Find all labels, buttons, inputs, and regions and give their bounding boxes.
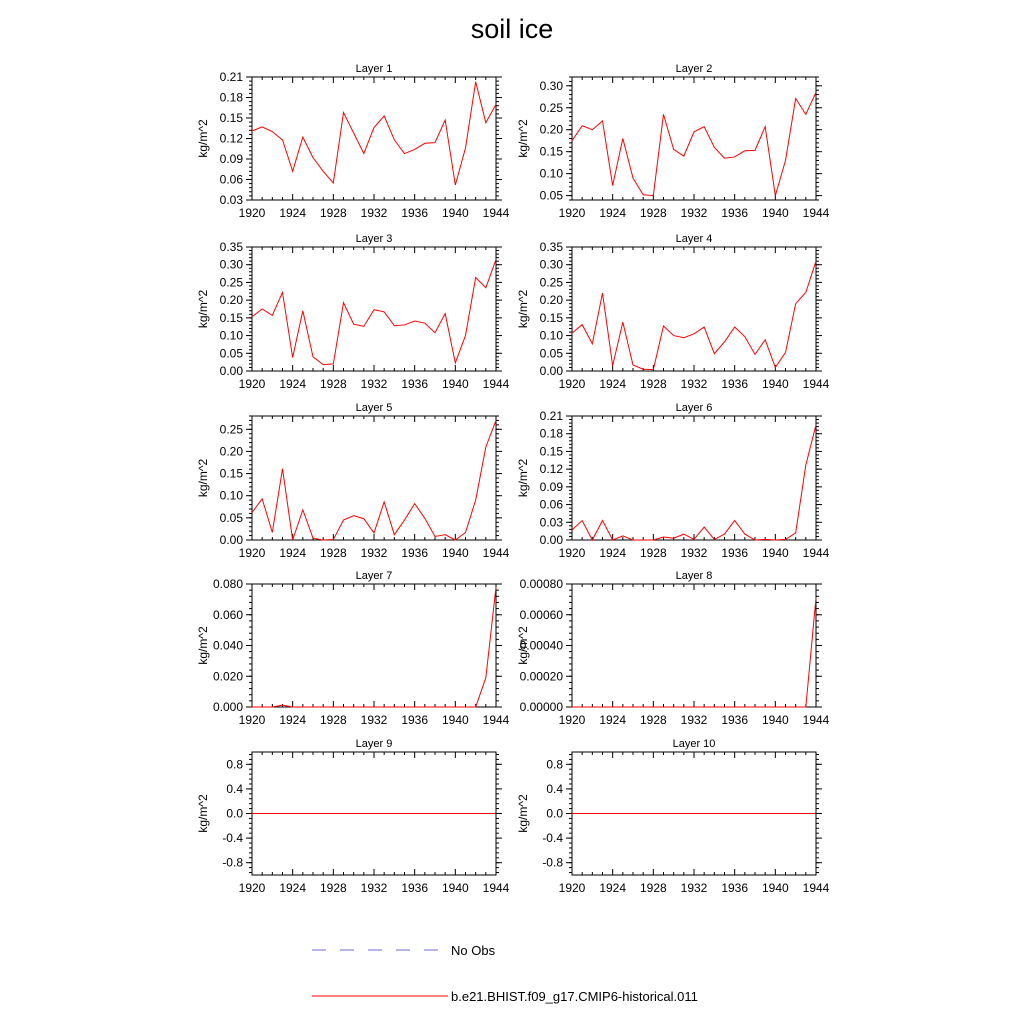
- y-tick-label: 0.35: [219, 240, 243, 254]
- y-tick-label: 0.09: [219, 152, 243, 166]
- x-tick-label: 1940: [761, 713, 789, 727]
- x-tick-label: 1936: [401, 546, 429, 560]
- plot-frame: [252, 77, 496, 200]
- x-tick-label: 1924: [599, 206, 627, 220]
- legend: [312, 943, 698, 1004]
- y-axis-label: kg/m^2: [516, 458, 530, 498]
- x-tick-label: 1928: [319, 206, 347, 220]
- y-tick-label: 0.040: [212, 638, 243, 653]
- x-tick-label: 1932: [680, 206, 708, 220]
- x-tick-label: 1920: [558, 377, 586, 391]
- chart-panel-layer-5: [196, 402, 510, 560]
- figure-title: soil ice: [470, 14, 554, 44]
- series-line: [252, 587, 496, 707]
- x-tick-label: 1944: [482, 881, 510, 895]
- chart-panel-layer-7: [196, 570, 510, 727]
- x-tick-label: 1940: [441, 206, 469, 220]
- y-axis-label: kg/m^2: [516, 626, 530, 665]
- x-tick-label: 1920: [558, 546, 586, 560]
- chart-panel-layer-1: [196, 63, 510, 220]
- x-tick-label: 1924: [599, 377, 627, 391]
- y-tick-label: 0.00000: [519, 700, 563, 714]
- x-tick-label: 1932: [680, 881, 708, 895]
- x-tick-label: 1936: [721, 713, 749, 727]
- y-tick-label: -0.4: [542, 831, 563, 846]
- x-tick-label: 1924: [279, 206, 307, 220]
- x-tick-label: 1940: [441, 377, 469, 391]
- y-tick-label: 0.30: [539, 78, 563, 93]
- x-tick-label: 1940: [761, 881, 789, 895]
- y-tick-label: 0.15: [219, 466, 243, 481]
- y-tick-label: 0.18: [539, 426, 563, 441]
- y-tick-label: 0.20: [219, 444, 243, 459]
- plot-frame: [572, 416, 816, 540]
- x-tick-label: 1944: [802, 713, 830, 727]
- panel-title: Layer 3: [355, 233, 393, 245]
- x-tick-label: 1944: [802, 546, 830, 560]
- y-tick-label: 0.03: [219, 193, 243, 207]
- y-tick-label: 0.25: [539, 275, 563, 290]
- x-tick-label: 1936: [401, 377, 429, 391]
- y-tick-label: 0.12: [539, 462, 563, 477]
- x-tick-label: 1932: [360, 713, 388, 727]
- y-tick-label: 0.05: [539, 346, 563, 361]
- x-tick-label: 1944: [802, 881, 830, 895]
- y-axis-label: kg/m^2: [196, 119, 210, 158]
- x-tick-label: 1936: [721, 206, 749, 220]
- y-tick-label: 0.00080: [519, 577, 563, 591]
- x-tick-label: 1924: [599, 881, 627, 895]
- x-tick-label: 1944: [802, 377, 830, 391]
- series-line: [252, 259, 496, 364]
- panel-title: Layer 9: [355, 738, 393, 750]
- x-tick-label: 1928: [319, 881, 347, 895]
- y-tick-label: 0.15: [219, 310, 243, 325]
- x-tick-label: 1940: [441, 713, 469, 727]
- y-tick-label: 0.12: [219, 131, 243, 146]
- x-tick-label: 1944: [482, 546, 510, 560]
- y-tick-label: 0.00: [219, 533, 243, 547]
- x-tick-label: 1920: [558, 713, 586, 727]
- series-line: [572, 261, 816, 369]
- x-tick-label: 1936: [401, 713, 429, 727]
- y-tick-label: 0.10: [539, 328, 563, 343]
- y-tick-label: 0.4: [226, 781, 243, 796]
- x-tick-label: 1924: [279, 713, 307, 727]
- x-tick-label: 1932: [360, 377, 388, 391]
- y-tick-label: 0.20: [539, 293, 563, 308]
- y-tick-label: 0.06: [539, 497, 563, 512]
- chart-panel-layer-10: [516, 738, 830, 895]
- x-tick-label: 1928: [319, 546, 347, 560]
- x-tick-label: 1936: [401, 206, 429, 220]
- y-tick-label: 0.00020: [519, 669, 563, 684]
- chart-panel-layer-4: [516, 233, 830, 391]
- y-axis-label: kg/m^2: [516, 289, 530, 329]
- x-tick-label: 1932: [680, 546, 708, 560]
- y-tick-label: 0.30: [219, 257, 243, 272]
- chart-panel-layer-3: [196, 233, 510, 391]
- x-tick-label: 1920: [238, 206, 266, 220]
- x-tick-label: 1928: [639, 713, 667, 727]
- panel-title: Layer 2: [675, 63, 713, 75]
- x-tick-label: 1920: [558, 206, 586, 220]
- panel-title: Layer 4: [675, 233, 713, 245]
- panel-title: Layer 10: [672, 738, 716, 750]
- y-tick-label: 0.000: [212, 700, 243, 714]
- y-tick-label: 0.20: [539, 122, 563, 137]
- series-line: [252, 420, 496, 540]
- x-tick-label: 1924: [599, 546, 627, 560]
- y-axis-label: kg/m^2: [196, 626, 210, 665]
- y-tick-label: 0.21: [219, 70, 243, 84]
- y-tick-label: 0.8: [546, 757, 563, 772]
- x-tick-label: 1944: [802, 206, 830, 220]
- x-tick-label: 1920: [238, 377, 266, 391]
- plot-frame: [252, 584, 496, 707]
- y-tick-label: 0.25: [219, 422, 243, 437]
- x-tick-label: 1928: [319, 377, 347, 391]
- plot-frame: [572, 247, 816, 371]
- y-tick-label: 0.30: [539, 257, 563, 272]
- y-tick-label: 0.21: [539, 409, 563, 423]
- panel-title: Layer 8: [675, 570, 713, 582]
- plot-frame: [252, 416, 496, 540]
- x-tick-label: 1928: [639, 206, 667, 220]
- x-tick-label: 1944: [482, 206, 510, 220]
- chart-panel-layer-8: [516, 570, 830, 727]
- y-tick-label: 0.03: [539, 515, 563, 530]
- x-tick-label: 1932: [680, 377, 708, 391]
- x-tick-label: 1940: [761, 546, 789, 560]
- y-axis-label: kg/m^2: [516, 119, 530, 158]
- y-tick-label: 0.00: [539, 533, 563, 547]
- x-tick-label: 1932: [360, 206, 388, 220]
- x-tick-label: 1920: [558, 881, 586, 895]
- y-tick-label: 0.00060: [519, 607, 563, 622]
- y-tick-label: -0.8: [222, 855, 243, 870]
- y-axis-label: kg/m^2: [196, 458, 210, 498]
- chart-panel-layer-6: [516, 402, 830, 560]
- x-tick-label: 1936: [721, 546, 749, 560]
- x-tick-label: 1928: [639, 881, 667, 895]
- y-tick-label: 0.25: [219, 275, 243, 290]
- x-tick-label: 1924: [279, 546, 307, 560]
- y-tick-label: 0.0: [546, 806, 563, 821]
- legend-obs-label: No Obs: [451, 943, 496, 958]
- panel-title: Layer 1: [355, 63, 393, 75]
- y-tick-label: 0.15: [539, 144, 563, 159]
- y-tick-label: 0.10: [219, 488, 243, 503]
- y-tick-label: 0.05: [219, 510, 243, 525]
- series-line: [572, 425, 816, 540]
- y-tick-label: -0.8: [542, 855, 563, 870]
- x-tick-label: 1944: [482, 377, 510, 391]
- chart-panel-layer-2: [516, 63, 830, 220]
- y-tick-label: 0.25: [539, 100, 563, 115]
- y-tick-label: 0.05: [539, 188, 563, 203]
- x-tick-label: 1928: [639, 546, 667, 560]
- y-axis-label: kg/m^2: [196, 794, 210, 833]
- x-tick-label: 1932: [360, 881, 388, 895]
- y-tick-label: 0.060: [212, 607, 243, 622]
- y-tick-label: 0.080: [212, 577, 243, 591]
- panel-title: Layer 6: [675, 402, 713, 414]
- x-tick-label: 1936: [721, 377, 749, 391]
- chart-panels: [196, 63, 830, 895]
- y-axis-label: kg/m^2: [196, 289, 210, 329]
- y-tick-label: 0.09: [539, 479, 563, 494]
- y-tick-label: -0.4: [222, 831, 243, 846]
- y-tick-label: 0.15: [219, 111, 243, 125]
- x-tick-label: 1944: [482, 713, 510, 727]
- y-tick-label: 0.10: [219, 328, 243, 343]
- y-tick-label: 0.00: [219, 364, 243, 378]
- series-line: [572, 92, 816, 195]
- x-tick-label: 1932: [680, 713, 708, 727]
- y-tick-label: 0.15: [539, 444, 563, 459]
- y-tick-label: 0.20: [219, 293, 243, 308]
- y-tick-label: 0.05: [219, 346, 243, 361]
- y-tick-label: 0.4: [546, 781, 563, 796]
- legend-model-label: b.e21.BHIST.f09_g17.CMIP6-historical.011: [451, 989, 698, 1004]
- y-tick-label: 0.8: [226, 757, 243, 772]
- x-tick-label: 1940: [761, 377, 789, 391]
- x-tick-label: 1920: [238, 881, 266, 895]
- y-tick-label: 0.15: [539, 310, 563, 325]
- x-tick-label: 1940: [441, 881, 469, 895]
- x-tick-label: 1936: [721, 881, 749, 895]
- x-tick-label: 1924: [279, 881, 307, 895]
- y-tick-label: 0.0: [226, 806, 243, 821]
- x-tick-label: 1920: [238, 546, 266, 560]
- plot-frame: [572, 584, 816, 707]
- panel-title: Layer 7: [355, 570, 393, 582]
- x-tick-label: 1924: [599, 713, 627, 727]
- y-axis-label: kg/m^2: [516, 794, 530, 833]
- x-tick-label: 1940: [761, 206, 789, 220]
- x-tick-label: 1932: [360, 546, 388, 560]
- series-line: [252, 82, 496, 185]
- x-tick-label: 1924: [279, 377, 307, 391]
- x-tick-label: 1928: [639, 377, 667, 391]
- series-line: [572, 598, 816, 707]
- x-tick-label: 1920: [238, 713, 266, 727]
- y-tick-label: 0.35: [539, 240, 563, 254]
- chart-panel-layer-9: [196, 738, 510, 895]
- panel-title: Layer 5: [355, 402, 393, 414]
- y-tick-label: 0.06: [219, 172, 243, 187]
- y-tick-label: 0.020: [212, 669, 243, 684]
- x-tick-label: 1928: [319, 713, 347, 727]
- y-tick-label: 0.00: [539, 364, 563, 378]
- y-tick-label: 0.00040: [519, 638, 563, 653]
- x-tick-label: 1940: [441, 546, 469, 560]
- y-tick-label: 0.18: [219, 90, 243, 105]
- x-tick-label: 1936: [401, 881, 429, 895]
- y-tick-label: 0.10: [539, 166, 563, 181]
